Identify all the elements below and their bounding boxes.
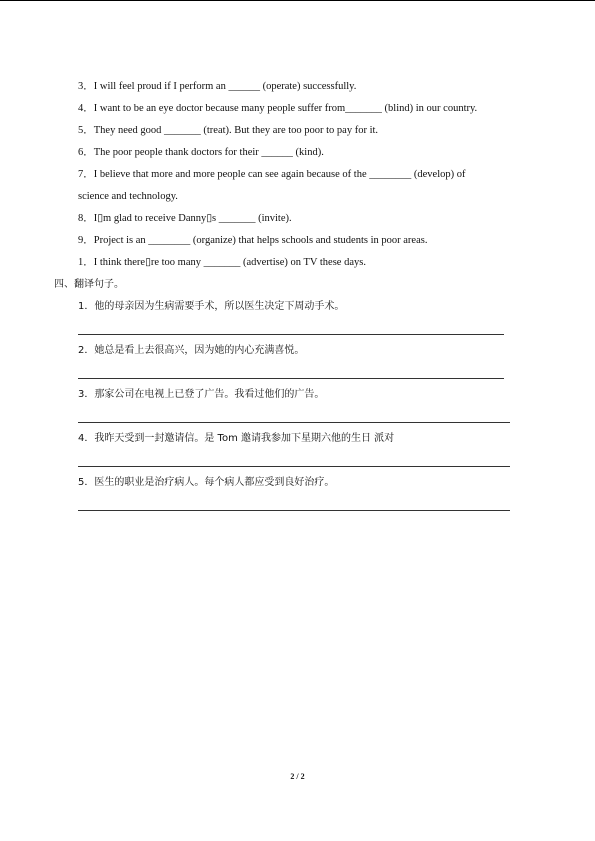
exercise-1: 1．I think there▯re too many _______ (advertise) on TV these days. (78, 257, 366, 268)
exercise-8: 8．I▯m glad to receive Danny▯s _______ (invite). (78, 213, 292, 224)
exercise-3: 3．I will feel proud if I perform an ______ (operate) successfully. (78, 81, 357, 92)
answer-line-4 (78, 466, 510, 467)
exercise-4: 4．I want to be an eye doctor because many people suffer from_______ (blind) in our country. (78, 103, 478, 114)
top-border (0, 0, 595, 1)
answer-line-2 (78, 378, 504, 379)
translation-2: 2．她总是看上去很高兴，因为她的内心充满喜悦。 (78, 345, 305, 356)
translation-3: 3．那家公司在电视上已登了广告。我看过他们的广告。 (78, 389, 325, 400)
exercise-6: 6．The poor people thank doctors for their ______ (kind). (78, 147, 324, 158)
exercise-9: 9．Project is an ________ (organize) that helps schools and students in poor areas. (78, 235, 428, 246)
exercise-7: 7．I believe that more and more people can see again because of the ________ (develop) of (78, 169, 466, 180)
answer-line-1 (78, 334, 504, 335)
page-number: 2 / 2 (290, 772, 305, 781)
section-title: 四、翻译句子。 (54, 279, 124, 290)
translation-5: 5．医生的职业是治疗病人。每个病人都应受到良好治疗。 (78, 477, 335, 488)
translation-1: 1．他的母亲因为生病需要手术，所以医生决定下周动手术。 (78, 301, 345, 312)
translation-4: 4．我昨天受到一封邀请信。是 Tom 邀请我参加下星期六他的生日 派对 (78, 433, 395, 444)
exercise-5: 5．They need good _______ (treat). But they are too poor to pay for it. (78, 125, 379, 136)
answer-line-3 (78, 422, 510, 423)
answer-line-5 (78, 510, 510, 511)
exercise-7-continued: science and technology. (78, 191, 178, 202)
